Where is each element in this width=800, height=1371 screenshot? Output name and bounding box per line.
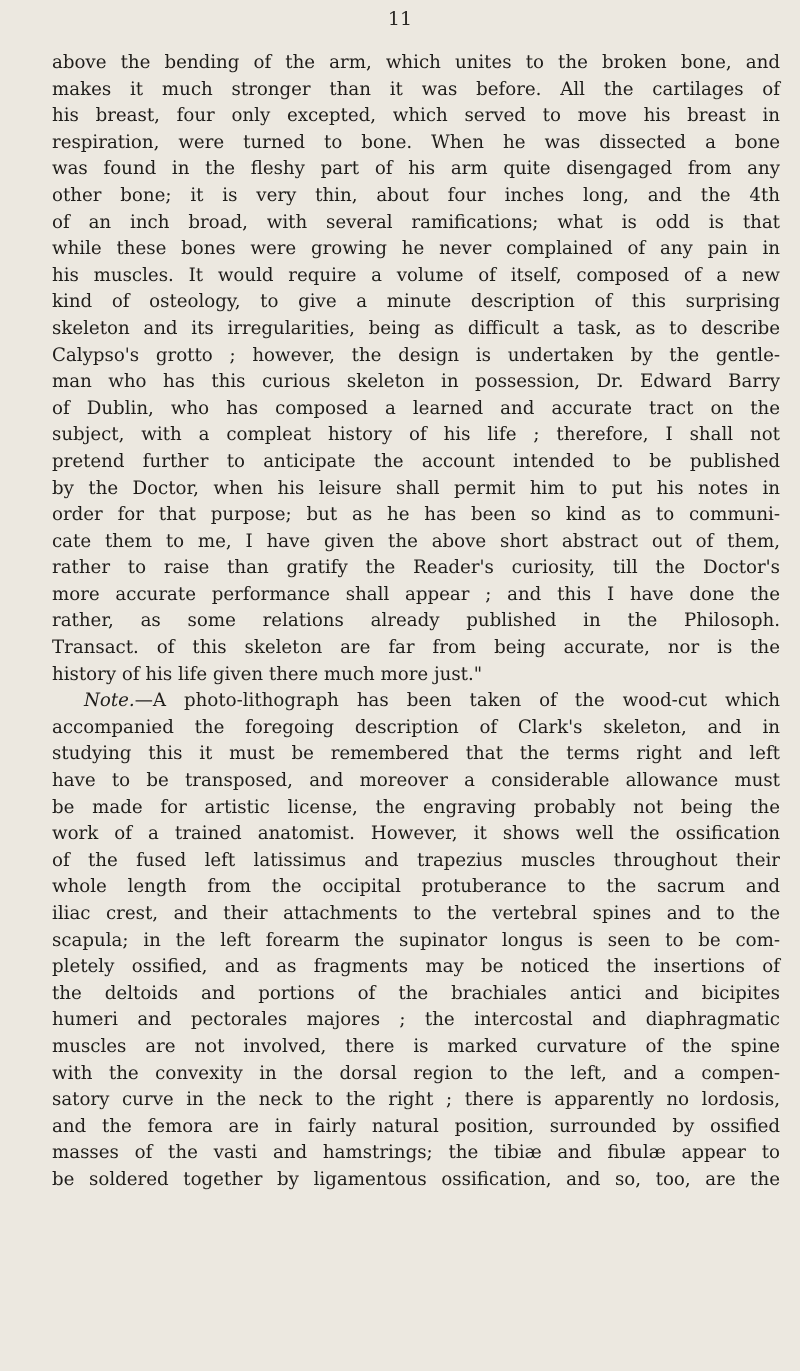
- text-line: be soldered together by ligamentous ossification, and so, too, are the: [52, 1168, 780, 1190]
- text-line: work of a trained anatomist. However, it shows well the ossification: [52, 823, 780, 845]
- text-line: of an inch broad, with several ramifications; what is odd is that: [52, 211, 780, 233]
- page-number: 11: [387, 8, 413, 30]
- paragraph-quote: [52, 50, 780, 688]
- text-line: more accurate performance shall appear ; and this I have done the: [52, 583, 780, 605]
- text-line: iliac crest, and their attachments to the vertebral spines and to the: [52, 903, 780, 924]
- note-first-line: [52, 688, 780, 715]
- text-line: of Dublin, who has composed a learned and accurate tract on the: [52, 397, 780, 419]
- text-line: by the Doctor, when his leisure shall permit him to put his notes in: [52, 477, 780, 499]
- text-line: order for that purpose; but as he has been so kind as to communi-: [52, 504, 780, 526]
- text-line: kind of osteology, to give a minute description of this surprising: [52, 291, 780, 313]
- text-line: was found in the fleshy part of his arm quite disengaged from any: [52, 158, 780, 180]
- text-line: while these bones were growing he never complained of any pain in: [52, 238, 780, 260]
- text-line: his muscles. It would require a volume of itself, composed of a new: [52, 264, 780, 286]
- text-line: have to be transposed, and moreover a considerable allowance must: [52, 770, 780, 792]
- text-line: makes it much stronger than it was before. All the cartilages of: [52, 78, 780, 100]
- body-text: [52, 50, 780, 1194]
- text-line: respiration, were turned to bone. When he was dissected a bone: [52, 131, 780, 153]
- text-line: his breast, four only excepted, which served to move his breast in: [52, 105, 780, 127]
- text-line: above the bending of the arm, which unites to the broken bone, and: [52, 52, 780, 73]
- text-line: humeri and pectorales majores ; the intercostal and diaphragmatic: [52, 1009, 780, 1031]
- text-line: with the convexity in the dorsal region to the left, and a compen-: [52, 1062, 780, 1084]
- text-line: of the fused left latissimus and trapezius muscles throughout their: [52, 849, 780, 871]
- text-line: other bone; it is very thin, about four inches long, and the 4th: [52, 184, 780, 206]
- paragraph-note: [52, 688, 780, 1193]
- note-label: Note.: [84, 690, 135, 712]
- text-line: the deltoids and portions of the brachiales antici and bicipites: [52, 982, 780, 1004]
- text-line: studying this it must be remembered that the terms right and left: [52, 743, 780, 765]
- text-line: satory curve in the neck to the right ; there is apparently no lordosis,: [52, 1089, 780, 1111]
- text-line: accompanied the foregoing description of Clark's skeleton, and in: [52, 716, 780, 738]
- text-line: pletely ossified, and as fragments may be noticed the insertions of: [52, 956, 780, 978]
- text-line: be made for artistic license, the engraving probably not being the: [52, 796, 780, 818]
- text-line: history of his life given there much more just.": [52, 663, 483, 685]
- text-line: man who has this curious skeleton in possession, Dr. Edward Barry: [52, 371, 780, 393]
- text-line: masses of the vasti and hamstrings; the tibiæ and fibulæ appear to: [52, 1142, 780, 1164]
- text-line: muscles are not involved, there is marked curvature of the spine: [52, 1035, 780, 1057]
- text-line: skeleton and its irregularities, being as difficult a task, as to describe: [52, 317, 780, 339]
- text-line: rather to raise than gratify the Reader's curiosity, till the Doctor's: [52, 557, 780, 579]
- text-line: cate them to me, I have given the above short abstract out of them,: [52, 530, 780, 552]
- text-line: whole length from the occipital protuberance to the sacrum and: [52, 876, 780, 898]
- text-line: scapula; in the left forearm the supinator longus is seen to be com-: [52, 929, 780, 951]
- text-line: subject, with a compleat history of his life ; therefore, I shall not: [52, 424, 780, 446]
- text-line: and the femora are in fairly natural position, surrounded by ossified: [52, 1115, 780, 1137]
- text-line: Calypso's grotto ; however, the design is undertaken by the gentle-: [52, 344, 780, 366]
- text-line: Transact. of this skeleton are far from being accurate, nor is the: [52, 637, 780, 659]
- text-line: rather, as some relations already published in the Philosoph.: [52, 610, 780, 632]
- text-line: pretend further to anticipate the account intended to be published: [52, 450, 780, 472]
- note-first-line-text: —A photo-lithograph has been taken of the wood-cut which: [134, 690, 780, 712]
